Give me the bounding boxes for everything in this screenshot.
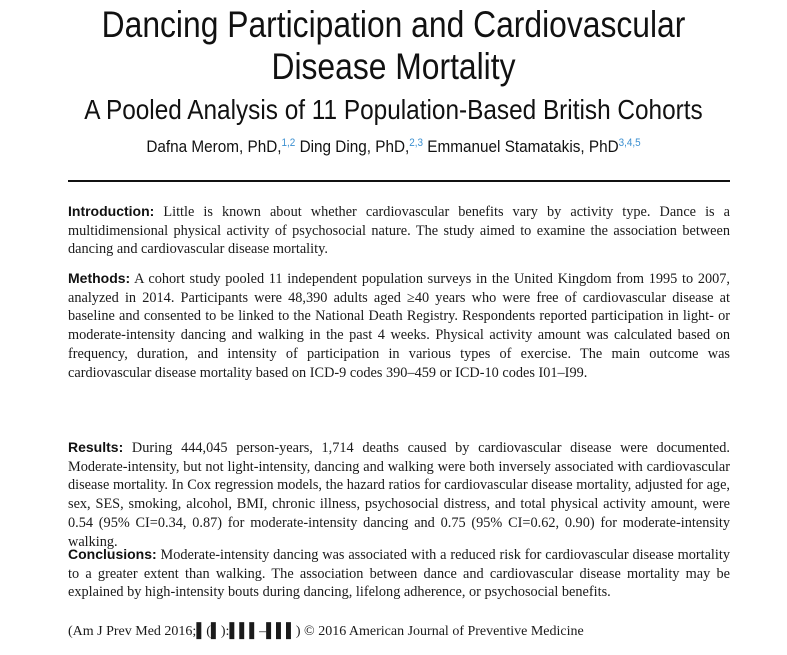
author-affiliation[interactable]: 2,3 (409, 137, 424, 149)
section-label: Results: (68, 439, 124, 455)
journal-citation: (Am J Prev Med 2016;▌(▌):▌▌▌–▌▌▌) © 2016 American Journal of Preventive Medicine (68, 624, 584, 639)
paper-title-line-1: Dancing Participation and Cardiovascular (101, 4, 686, 45)
abstract-methods (68, 269, 730, 382)
author-affiliation[interactable]: 3,4,5 (618, 137, 641, 149)
abstract-introduction (68, 202, 730, 259)
abstract-conclusions (68, 545, 730, 602)
abstract-results (68, 438, 730, 551)
section-text: During 444,045 person-years, 1,714 deaths caused by cardiovascular disease were documented. Moderate-intensity, but not light-intensity, dancing and walking were both inversely associated with cardiovascular disease mortality. In Cox regression models, the hazard ratios for cardiovascular disease mortality, adjusted for age, sex, SES, smoking, alcohol, BMI, chronic illness, psychosocial distress, and total physical activity amount, were 0.54 (95% CI=0.34, 0.87) for moderate-intensity dancing and 0.75 (95% CI=0.62, 0.90) for moderate-intensity walking. (68, 440, 731, 550)
author-list (39, 137, 747, 157)
paper-title-line-2: Disease Mortality (271, 46, 516, 87)
section-label: Methods: (68, 270, 131, 286)
section-label: Introduction: (68, 203, 155, 219)
section-text: Moderate-intensity dancing was associated with a reduced risk for cardiovascular disease mortality to a greater extent than walking. The association between dance and cardiovascular disease mortality may be explained by high-intensity bouts during dancing, lifelong adherence, or psychosocial benefits. (68, 547, 730, 601)
author-name: Dafna Merom, PhD, (146, 137, 282, 156)
section-text: Little is known about whether cardiovascular benefits vary by activity type. Dance is a multidimensional physical activity of psychosocial nature. The study aimed to examine the association between dancing and cardiovascular disease mortality. (68, 204, 731, 258)
section-label: Conclusions: (68, 546, 157, 562)
author-name: Ding Ding, PhD, (299, 137, 410, 156)
paper-subtitle: A Pooled Analysis of 11 Population-Based British Cohorts (84, 94, 703, 125)
section-text: A cohort study pooled 11 independent population surveys in the United Kingdom from 1995 to 2007, analyzed in 2014. Participants were 48,390 adults aged ≥40 years who were free of cardiovascular disease at baseline and consented to be linked to the National Death Registry. Respondents reported participation in light- or moderate-intensity dancing and walking in the past 4 weeks. Physical activity amount was calculated based on frequency, duration, and intensity of participation in various types of exercise. The main outcome was cardiovascular disease mortality based on ICD-9 codes 390–459 or ICD-10 codes I01–I99. (68, 271, 730, 381)
abstract-divider (68, 180, 730, 182)
author-name: Emmanuel Stamatakis, PhD (427, 137, 619, 156)
author-affiliation[interactable]: 1,2 (281, 137, 296, 149)
